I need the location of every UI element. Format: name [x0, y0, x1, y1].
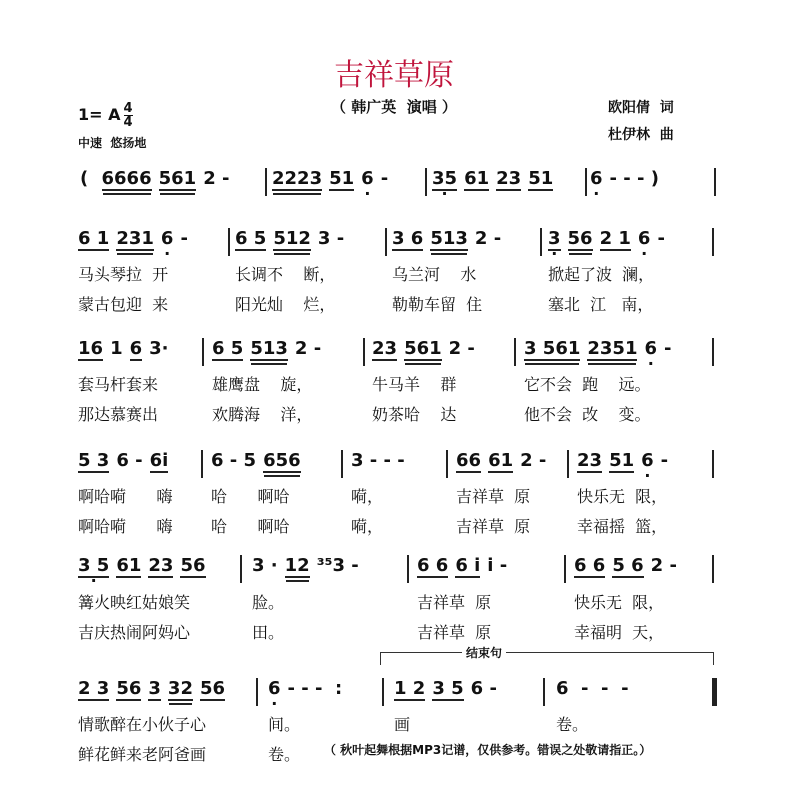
composer: 杜伊林 曲	[608, 127, 674, 143]
lyric-verse-1: 快乐无 限，	[574, 593, 665, 612]
lyric-verse-1: 情歌醉在小伙子心	[78, 715, 207, 734]
note-group: -	[664, 338, 672, 359]
lyric-verse-1: 间。	[268, 715, 301, 734]
note-group: 56	[116, 678, 142, 699]
bar-line	[540, 228, 542, 256]
measure	[268, 678, 349, 708]
note-group: 56	[180, 555, 206, 576]
note-group: 6 5	[212, 338, 244, 359]
lyric-verse-2: 那达慕赛出	[78, 405, 159, 424]
ending-label: 结束句	[462, 644, 506, 661]
bar-line	[265, 168, 267, 196]
note-group: (	[80, 168, 95, 189]
lyric-verse-2: 吉祥草 原	[456, 517, 531, 536]
bar-line	[712, 338, 714, 366]
bar-line	[341, 450, 343, 478]
bar-line	[363, 338, 365, 366]
lyric-verse-2: 吉庆热闹阿妈心	[78, 623, 191, 642]
note-group: 23	[496, 168, 522, 189]
note-group: ³⁵3 -	[316, 555, 359, 576]
note-group: 6 i	[455, 555, 481, 576]
note-group: 5 3	[78, 450, 110, 471]
note-group: -	[657, 228, 665, 249]
lyric-verse-1: 掀起了波 澜，	[548, 265, 655, 284]
bar-line	[202, 338, 204, 366]
lyric-verse-1: 吉祥草 原	[456, 487, 531, 506]
bar-line	[514, 338, 516, 366]
bar-line	[256, 678, 258, 706]
note-group: 23	[372, 338, 398, 359]
bar-line	[585, 168, 587, 196]
measure	[392, 228, 508, 258]
bar-line	[564, 555, 566, 583]
note-group: -	[180, 228, 188, 249]
lyric-verse-1: 快乐无 限，	[577, 487, 668, 506]
measure	[351, 450, 412, 480]
lyric-verse-1: 脸。	[252, 593, 285, 612]
note-group: 3	[148, 678, 161, 699]
bar-line	[425, 168, 427, 196]
lyric-verse-1: 雄鹰盘 旋，	[212, 375, 313, 394]
bar-line	[446, 450, 448, 478]
note-group: 6 ·	[268, 678, 281, 699]
note-group: 1	[110, 338, 123, 359]
measure	[272, 168, 395, 198]
lyric-verse-2: 哈 啊哈	[211, 517, 290, 536]
note-group: 3 561	[524, 338, 581, 359]
time-signature	[124, 102, 133, 129]
bar-line	[712, 555, 714, 583]
lyric-verse-1: 嗬，	[351, 487, 384, 506]
note-group: 3 ·	[252, 555, 278, 576]
note-group: 61	[464, 168, 490, 189]
bar-line	[201, 450, 203, 478]
measure	[78, 678, 232, 708]
performer: （ 韩广英 演唱 ）	[331, 98, 457, 116]
measure	[524, 338, 679, 368]
lyricist: 欧阳倩 词	[608, 100, 674, 116]
note-group: 6 ·	[161, 228, 174, 249]
measure	[577, 450, 675, 480]
lyric-verse-1: 马头琴拉 开	[78, 265, 169, 284]
bar-line	[382, 678, 384, 706]
lyric-verse-1: 套马杆套来	[78, 375, 159, 394]
measure	[235, 228, 351, 258]
measure	[394, 678, 504, 708]
note-group: 3 - - -	[351, 450, 405, 471]
note-group: 61	[488, 450, 514, 471]
note-group: 2 1	[599, 228, 631, 249]
note-group: 6i	[149, 450, 169, 471]
key: 1= A	[78, 105, 121, 124]
measure	[252, 555, 366, 585]
measure	[78, 338, 176, 368]
bar-line	[567, 450, 569, 478]
measure	[417, 555, 514, 585]
note-group: 3 5 ·	[78, 555, 109, 578]
measure	[78, 555, 213, 585]
lyric-verse-1: 牛马羊 群	[372, 375, 457, 394]
lyric-verse-2: 幸福明 天，	[574, 623, 665, 642]
note-group: 6	[129, 338, 143, 359]
lyric-verse-2: 幸福摇 篮，	[577, 517, 668, 536]
ending-bracket	[380, 652, 714, 665]
lyric-verse-2: 田。	[252, 623, 285, 642]
lyric-verse-2: 欢腾海 洋，	[212, 405, 313, 424]
lyric-verse-1: 它不会 跑 远。	[524, 375, 651, 394]
note-group: 23	[577, 450, 603, 471]
note-group: 6 6	[417, 555, 449, 576]
note-group: 23	[148, 555, 174, 576]
note-group: 6 ·	[361, 168, 374, 189]
note-group: 32	[167, 678, 193, 699]
lyric-verse-2: 嗬，	[351, 517, 384, 536]
measure	[556, 678, 636, 708]
time-top: 4	[123, 101, 133, 116]
bar-line	[543, 678, 545, 706]
bar-line	[712, 450, 714, 478]
measure	[590, 168, 666, 198]
note-group: 6 ·	[638, 228, 651, 249]
bar-line	[712, 228, 714, 256]
measure	[372, 338, 482, 368]
measure	[432, 168, 560, 198]
note-group: 56	[199, 678, 226, 699]
lyric-verse-1: 篝火映红姑娘笑	[78, 593, 191, 612]
note-group: 512	[273, 228, 311, 249]
note-group: 2 -	[650, 555, 677, 576]
note-group: 2 -	[448, 338, 475, 359]
bar-line	[407, 555, 409, 583]
measure	[548, 228, 672, 258]
note-group: 513	[430, 228, 468, 249]
measure	[80, 168, 236, 198]
note-group: 66	[456, 450, 482, 471]
note-group: 2 -	[474, 228, 502, 249]
lyric-verse-1: 哈 啊哈	[211, 487, 290, 506]
note-group: 2223	[272, 168, 323, 189]
measure	[212, 338, 328, 368]
note-group: - - - )	[609, 168, 659, 189]
note-group: 3 -	[317, 228, 345, 249]
note-group: 51	[528, 168, 554, 189]
note-group: 16	[78, 338, 104, 359]
note-group: -	[660, 450, 669, 471]
lyric-verse-1: 长调不 断，	[235, 265, 336, 284]
lyric-verse-1: 卷。	[556, 715, 589, 734]
note-group: 12	[284, 555, 310, 576]
note-group: 6 - - -	[556, 678, 629, 699]
note-group: 561	[404, 338, 442, 359]
bar-line	[240, 555, 242, 583]
lyric-verse-2: 塞北 江 南，	[548, 295, 654, 314]
note-group: 6 - 5	[211, 450, 257, 471]
note-group: 3 ·	[548, 228, 561, 251]
measure	[78, 450, 175, 480]
lyric-verse-2: 吉祥草 原	[417, 623, 492, 642]
note-group: 2 -	[203, 168, 230, 189]
lyric-verse-1: 乌兰河 水	[392, 265, 477, 284]
note-group: i -	[487, 555, 508, 576]
note-group: 6 ·	[641, 450, 654, 471]
song-title: 吉祥草原	[334, 58, 454, 93]
key-signature	[78, 102, 133, 129]
bar-line	[714, 168, 716, 196]
note-group: 656	[263, 450, 301, 471]
note-group: 3 6	[392, 228, 424, 249]
note-group: 6 -	[470, 678, 497, 699]
note-group: - - - :	[287, 678, 343, 699]
note-group: -	[380, 168, 389, 189]
bar-line	[228, 228, 230, 256]
measure	[211, 450, 308, 480]
measure	[456, 450, 553, 480]
note-group: 6 ·	[590, 168, 603, 189]
note-group: 3·	[149, 338, 169, 359]
lyric-verse-2: 蒙古包迎 来	[78, 295, 169, 314]
lyric-verse-2: 奶茶哈 达	[372, 405, 457, 424]
note-group: 51	[329, 168, 355, 189]
lyric-verse-2: 鲜花鲜来老阿爸画	[78, 745, 207, 764]
lyric-verse-1: 吉祥草 原	[417, 593, 492, 612]
note-group: 6666	[101, 168, 152, 189]
footnote: （ 秋叶起舞根据MP3记谱，仅供参考。错误之处敬请指正。）	[324, 743, 652, 757]
measure	[78, 228, 195, 258]
note-group: 2 3	[78, 678, 110, 699]
measure	[574, 555, 684, 585]
note-group: 561	[158, 168, 197, 189]
note-group: 6 5	[235, 228, 267, 249]
note-group: 231	[116, 228, 154, 249]
lyric-verse-2: 卷。	[268, 745, 301, 764]
lyric-verse-1: 啊哈嗬 嗨	[78, 487, 173, 506]
note-group: 6 -	[116, 450, 143, 471]
lyric-verse-2: 啊哈嗬 嗨	[78, 517, 173, 536]
note-group: 35 ·	[432, 168, 457, 191]
lyric-verse-2: 勒勒车留 住	[392, 295, 483, 314]
note-group: 6 1	[78, 228, 110, 249]
note-group: 2 -	[520, 450, 547, 471]
note-group: 6 6	[574, 555, 606, 576]
lyric-verse-2: 阳光灿 烂，	[235, 295, 336, 314]
note-group: 5 6	[612, 555, 644, 576]
note-group: 1 2	[394, 678, 426, 699]
tempo-marking: 中速 悠扬地	[78, 136, 147, 150]
time-bottom: 4	[123, 115, 133, 130]
note-group: 513	[250, 338, 288, 359]
note-group: 6 ·	[644, 338, 657, 359]
bar-line	[385, 228, 387, 256]
note-group: 56	[567, 228, 593, 249]
note-group: 3 5	[432, 678, 464, 699]
lyric-verse-1: 画	[394, 715, 411, 734]
note-group: 2351	[587, 338, 638, 359]
note-group: 51	[609, 450, 635, 471]
note-group: 61	[116, 555, 142, 576]
note-group: 2 -	[294, 338, 322, 359]
lyric-verse-2: 他不会 改 变。	[524, 405, 651, 424]
bar-line	[712, 678, 717, 706]
